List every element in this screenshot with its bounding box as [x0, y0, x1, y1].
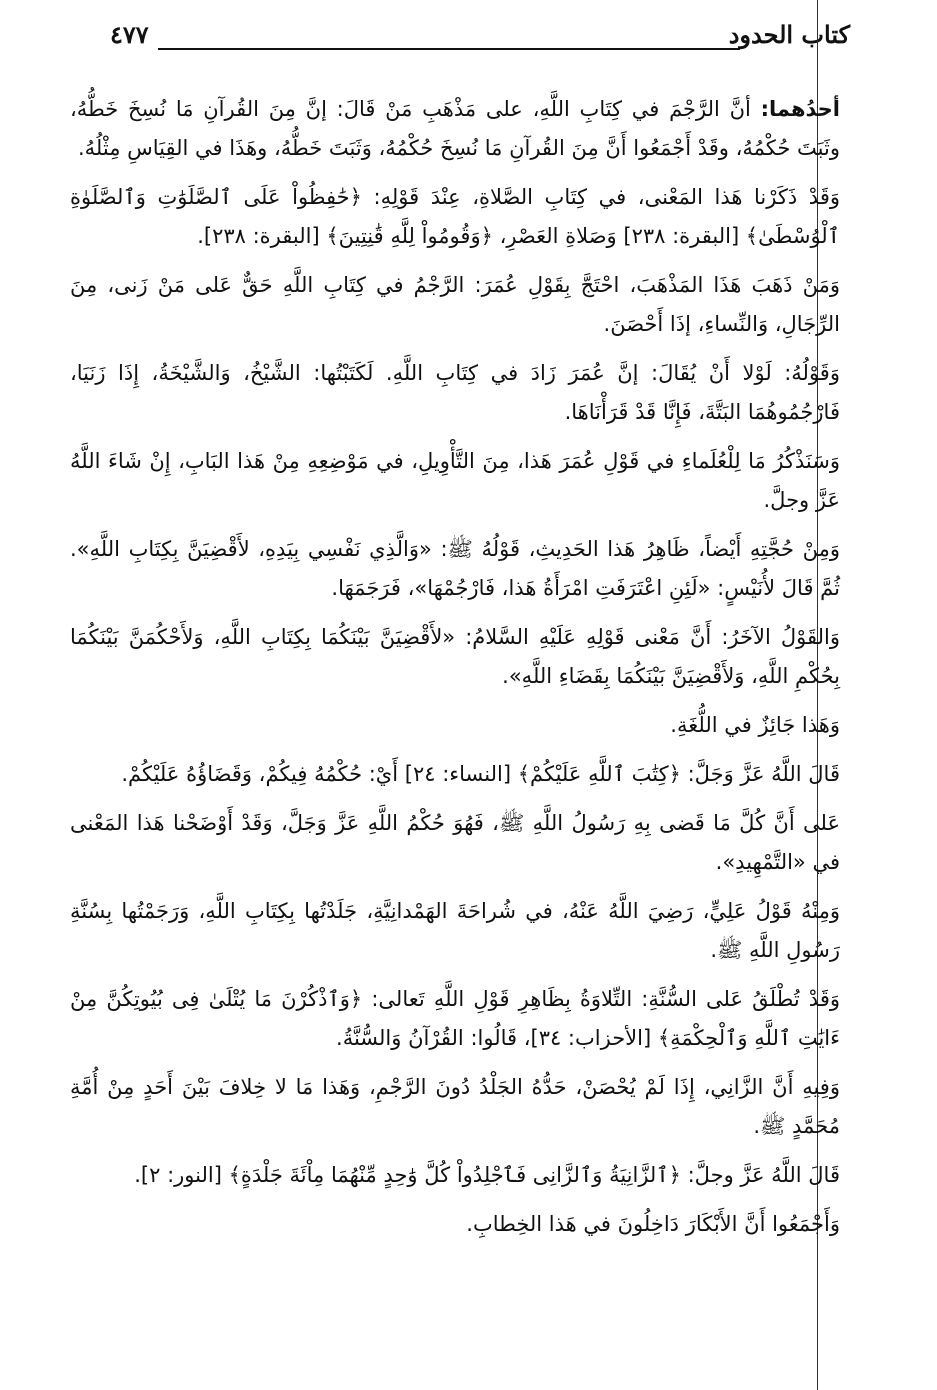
body-text — [70, 90, 840, 1254]
page-number: ٤٧٧ — [110, 20, 149, 49]
paragraph: وَسَنَذْكُرُ مَا لِلْعُلَماءِ في قَوْلِ عُمَرَ هَذا، مِنَ التَّأْوِيلِ، في مَوْضِعِهِ مِنْ هَذا البَابِ، إِنْ شَاءَ اللَّهُ عَزَّ وجلَّ. — [70, 449, 840, 512]
paragraph: قَالَ اللَّهُ عَزَّ وجلَّ: ﴿ٱلزَّانِيَةُ وَٱلزَّانِى فَٱجْلِدُواْ كُلَّ وَٰحِدٍ مِّنْهُمَا مِاْئَةَ جَلْدَةٍ﴾ [النور: ٢]. — [134, 1163, 840, 1187]
header-rule — [158, 48, 740, 50]
paragraph: وَقَدْ ذَكَرْنا هَذا المَعْنى، في كِتَابِ الصَّلاةِ، عِنْدَ قَوْلِهِ: ﴿حَٰفِظُواْ عَلَى ٱلصَّلَوَٰتِ وَٱلصَّلَوٰةِ ٱلْوُسْطَىٰ﴾ [البقرة: ٢٣٨] وَصَلاةِ العَصْرِ، ﴿وَقُومُواْ لِلَّهِ قَٰنِتِينَ﴾ [البقرة: ٢٣٨]. — [70, 185, 840, 248]
paragraph: وَمِنْهُ قَوْلُ عَلِيٍّ، رَضِيَ اللَّهُ عَنْهُ، في شُراحَةَ الهَمْدانِيَّةِ، جَلَدْتُها بِكِتَابِ اللَّهِ، وَرَجَمْتُها بِسُنَّةِ رَسُولِ اللَّهِ ﷺ. — [70, 899, 840, 962]
paragraph: وَالقَوْلُ الآخَرُ: أَنَّ مَعْنى قَوْلِهِ عَلَيْهِ السَّلامُ: «لأَقْضِيَنَّ بَيْنَكُمَا بِكِتَابِ اللَّهِ، وَلأَحْكُمَنَّ بَيْنَكُمَا بِحُكْمِ اللَّهِ، وَلأَقْضِيَنَّ بَيْنَكُمَا بِقَضَاءِ اللَّهِ». — [70, 625, 840, 688]
paragraph: وَهَذا جَائِزٌ في اللُّغَةِ. — [670, 713, 840, 737]
paragraph: وَقَدْ تُطْلَقُ عَلى السُّنَّةِ: التِّلاوَةُ بِظَاهِرِ قَوْلِ اللَّهِ تَعالى: ﴿وَٱذْكُرْنَ مَا يُتْلَىٰ فِى بُيُوتِكُنَّ مِنْ ءَايَٰتِ ٱللَّهِ وَٱلْحِكْمَةِ﴾ [الأحزاب: ٣٤]، قَالُوا: القُرْآنُ وَالسُّنَّةُ. — [70, 987, 840, 1050]
paragraph-lead: أحدُهما: — [760, 97, 840, 121]
page-header — [110, 18, 850, 58]
paragraph-text: أنَّ الرَّجْمَ في كِتَابِ اللَّهِ، على مَذْهَبِ مَنْ قَالَ: إنَّ مِنَ القُرآنِ مَا نُسِخَ خَطُّهُ، وثَبَتَ حُكْمُهُ، وقَدْ أَجْمَعُوا أَنَّ مِنَ القُرآنِ مَا نُسِخَ حُكْمُهُ، وَثَبَتَ خَطُّهُ، وهَذَا في القِيَاسِ مِثْلُهُ. — [70, 97, 840, 160]
paragraph: وَمَنْ ذَهَبَ هَذَا المَذْهَبَ، احْتَجَّ بِقَوْلِ عُمَرَ: الرَّجْمُ في كِتَابِ اللَّهِ حَقٌّ عَلى مَنْ زَنى، مِنَ الرِّجَالِ، وَالنِّساءِ، إذَا أَحْصَنَ. — [70, 273, 840, 336]
paragraph: وَقَوْلُهُ: لَوْلا أَنْ يُقَالَ: إنَّ عُمَرَ زَادَ في كِتَابِ اللَّهِ. لَكَتَبْتُها: الشَّيْخُ، وَالشَّيْخَةُ، إِذَا زَنَيَا، فَارْجُمُوهُمَا البَتَّةَ، فَإِنَّا قَدْ قَرَأْنَاهَا. — [70, 361, 840, 424]
paragraph — [70, 90, 840, 168]
paragraph: وَأَجْمَعُوا أَنَّ الأَبْكَارَ دَاخِلُونَ في هَذا الخِطابِ. — [466, 1212, 840, 1236]
paragraph: وَفِيهِ أَنَّ الزَّانِي، إِذَا لَمْ يُحْصَنْ، حَدُّهُ الجَلْدُ دُونَ الرَّجْمِ، وَهَذا مَا لا خِلافَ بَيْنَ أَحَدٍ مِنْ أُمَّةِ مُحَمَّدٍ ﷺ. — [70, 1075, 840, 1138]
running-title: كتاب الحدود — [728, 20, 850, 49]
paragraph: قَالَ اللَّهُ عَزَّ وَجَلَّ: ﴿كِتَٰبَ ٱللَّهِ عَلَيْكُمْ﴾ [النساء: ٢٤] أَيْ: حُكْمُهُ فِيكُمْ، وَقَضَاؤُهُ عَلَيْكُمْ. — [121, 762, 840, 786]
paragraph: عَلى أَنَّ كُلَّ مَا قَضى بِهِ رَسُولُ اللَّهِ ﷺ، فَهُوَ حُكْمُ اللَّهِ عَزَّ وَجَلَّ، وَقَدْ أَوْضَحْنا هَذا المَعْنى في «التَّمْهِيدِ». — [70, 811, 840, 874]
paragraph: وَمِنْ حُجَّتِهِ أَيْضاً، ظَاهِرُ هَذا الحَدِيثِ، قَوْلُهُ ﷺ: «وَالَّذِي نَفْسِي بِيَدِهِ، لأَقْضِيَنَّ بِكِتَابِ اللَّهِ». ثُمَّ قَالَ لأُنَيْسٍ: «لَئِنِ اعْتَرَفَتِ امْرَأَةُ هَذا، فَارْجُمْهَا»، فَرَجَمَهَا. — [70, 537, 840, 600]
